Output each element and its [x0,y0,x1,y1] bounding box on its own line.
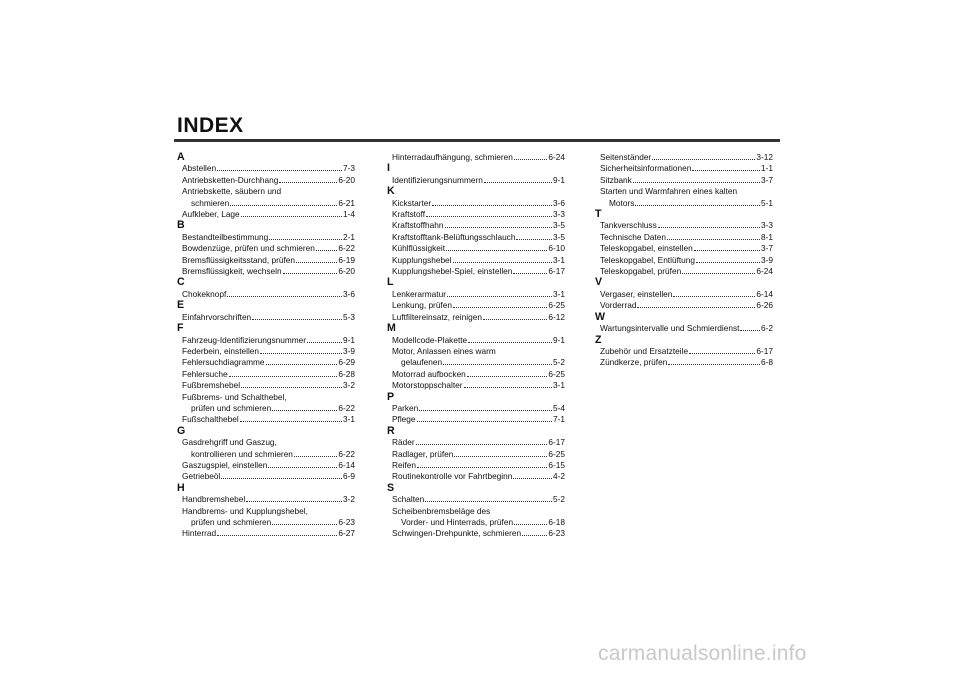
index-entry-text: Technische Daten [600,231,666,242]
index-entry-text: Bowdenzüge, prüfen und schmieren [182,243,315,254]
index-entry-text: Pflege [392,414,416,425]
index-letter-heading: K [387,185,395,198]
index-entry [385,289,565,300]
dot-leader [484,175,552,183]
index-entry [385,449,565,460]
index-entry [385,255,565,266]
index-entry-text: Vorderrad [600,300,637,311]
index-entry-text: Schalten [392,494,425,505]
index-entry [385,414,565,425]
index-entry-text: Handbremshebel [182,494,246,505]
index-entry-page: 3-1 [553,254,565,265]
index-entry-page: 6-17 [756,345,773,356]
dot-leader [689,346,755,354]
dot-leader [635,198,760,206]
dot-leader [468,335,552,343]
index-entry-text: Kraftstoff [392,209,426,220]
index-entry-text: Sitzbank [600,174,632,185]
index-entry [175,449,355,460]
index-entry [385,220,565,231]
index-entry-page: 6-14 [756,288,773,299]
index-entry [175,369,355,380]
index-entry-page: 5-2 [553,357,565,368]
index-entry-page: 3-7 [761,243,773,254]
dot-leader [240,414,342,422]
dot-leader [516,232,552,240]
index-entry [593,300,773,311]
index-entry-text: Fußbrems- und Schalthebel, [182,391,287,402]
dot-leader [445,220,552,228]
index-entry-text: gelaufenen [401,357,443,368]
dot-leader [316,243,338,251]
index-entry [593,255,773,266]
index-entry-text: Wartungsintervalle und Schmierdienst [600,323,740,334]
dot-leader [272,517,337,525]
index-entry-text: Fahrzeug-Identifizierungsnummer [182,334,307,345]
index-entry-text: Tankverschluss [600,220,657,231]
index-entry-page: 6-22 [338,448,355,459]
index-entry [175,209,355,220]
index-entry-page: 3-5 [553,220,565,231]
index-entry-text: Teleskopgabel, prüfen [600,266,682,277]
index-entry-page: 9-1 [343,334,355,345]
index-entry-text: kontrollieren und schmieren [191,448,293,459]
index-entry-text: Hinterradaufhängung, schmieren [392,152,513,162]
index-entry [385,471,565,482]
index-entry [175,266,355,277]
index-entry-text: Federbein, einstellen [182,345,260,356]
index-entry-page: 3-7 [761,174,773,185]
dot-leader [682,266,755,274]
index-entry-page: 6-18 [548,517,565,527]
index-letter-heading: C [177,276,185,289]
index-entry-page: 3-2 [343,494,355,505]
index-letter-heading: B [177,219,185,232]
index-entry-text: Lenkerarmatur [392,288,446,299]
index-entry-text: Starten und Warmfahren eines kalten [600,186,738,197]
dot-leader [221,471,342,479]
index-entry-page: 3-3 [761,220,773,231]
index-entry [593,323,773,334]
dot-leader [443,357,552,365]
index-entry-page: 6-24 [548,152,565,162]
index-entry-text: Modellcode-Plakette [392,334,468,345]
dot-leader [513,266,547,274]
index-entry [175,289,355,300]
index-entry-text: prüfen und schmieren [191,517,272,527]
index-entry [593,220,773,231]
index-entry-page: 3-1 [553,288,565,299]
dot-leader [419,403,552,411]
index-entry-page: 7-1 [553,414,565,425]
index-entry [175,346,355,357]
index-entry [593,357,773,368]
index-entry-page: 6-23 [338,517,355,527]
index-entry-page: 3-12 [756,152,773,162]
index-entry [385,403,565,414]
index-entry-text: Vorder- und Hinterrads, prüfen [401,517,514,527]
index-entry [385,152,565,163]
index-entry [175,403,355,414]
dot-leader [696,255,760,263]
index-entry-text: Routinekontrolle vor Fahrtbeginn [392,471,513,482]
index-entry-text: Aufkleber, Lage [182,209,240,220]
dot-leader [740,323,760,331]
index-entry-text: Bremsflüssigkeit, wechseln [182,266,282,277]
dot-leader [294,449,337,457]
index-entry-text: Einfahrvorschriften [182,311,252,322]
index-entry-page: 6-14 [338,459,355,470]
index-entry-text: Abstellen [182,163,217,174]
index-entry-text: Handbrems- und Kupplungshebel, [182,505,308,516]
dot-leader [296,255,337,263]
dot-leader [272,403,337,411]
index-entry-text: Getriebeöl [182,471,221,482]
dot-leader [483,312,547,320]
index-entry-page: 1-1 [761,163,773,174]
index-letter-heading: A [177,151,185,163]
index-entry-page: 3-1 [553,380,565,391]
index-entry [385,209,565,220]
index-entry [385,506,565,517]
index-letter-heading: V [595,276,603,289]
index-entry-text: Hinterrad [182,528,217,539]
index-entry [593,186,773,197]
index-entry [593,266,773,277]
index-entry-text: Seitenständer [600,152,652,162]
index-entry-text: schmieren [191,197,230,208]
index-entry-page: 5-1 [761,197,773,208]
dot-leader [667,232,760,240]
index-entry [385,460,565,471]
index-entry-page: 9-1 [553,174,565,185]
dot-leader [266,357,338,365]
index-entry [175,437,355,448]
index-entry [593,163,773,174]
index-entry-text: Radlager, prüfen [392,448,454,459]
index-entry [175,392,355,403]
dot-leader [447,289,552,297]
dot-leader [453,255,552,263]
index-entry-text: Chokeknopf [182,288,227,299]
index-entry-text: Bremsflüssigkeitsstand, prüfen [182,254,295,265]
dot-leader [446,243,547,251]
index-entry-text: Fußschalthebel [182,414,239,425]
index-entry [175,506,355,517]
index-entry [175,414,355,425]
index-entry-page: 6-25 [548,448,565,459]
dot-leader [269,232,342,240]
dot-leader [652,152,755,160]
index-entry-page: 6-8 [761,357,773,368]
index-entry-page: 6-27 [338,528,355,539]
index-entry-text: Zündkerze, prüfen [600,357,668,368]
index-entry [385,437,565,448]
index-entry [593,243,773,254]
index-entry [593,346,773,357]
index-letter-heading: G [177,424,186,437]
index-entry-page: 6-15 [548,459,565,470]
index-entry-page: 3-1 [343,414,355,425]
index-entry-page: 3-9 [761,254,773,265]
dot-leader [252,312,342,320]
dot-leader [260,346,342,354]
dot-leader [637,300,755,308]
index-entry [593,289,773,300]
index-entry-text: Motorstoppschalter [392,380,463,391]
index-entry-text: Kupplungshebel-Spiel, einstellen [392,266,513,277]
index-entry-text: Fußbremshebel [182,380,241,391]
index-entry [175,186,355,197]
index-entry-page: 3-5 [553,231,565,242]
index-entry-page: 6-19 [338,254,355,265]
index-entry-text: Antriebskette, säubern und [182,186,282,197]
index-entry [385,198,565,209]
dot-leader [217,528,337,536]
index-entry-page: 7-3 [343,163,355,174]
index-entry-text: Fehlersuchdiagramme [182,357,265,368]
index-entry-text: Identifizierungsnummern [392,174,483,185]
index-entry-page: 6-20 [338,174,355,185]
index-entry-text: Kupplungshebel [392,254,452,265]
index-entry [175,460,355,471]
dot-leader [694,243,760,251]
index-entry [593,175,773,186]
index-entry-page: 3-3 [553,209,565,220]
index-entry-page: 5-3 [343,311,355,322]
index-entry-page: 3-9 [343,345,355,356]
index-entry [593,232,773,243]
index-entry-page: 3-6 [553,197,565,208]
dot-leader [633,175,760,183]
index-entry-text: Kraftstofftank-Belüftungsschlauch [392,231,516,242]
index-entry [175,255,355,266]
index-entry [175,517,355,528]
index-entry [175,380,355,391]
index-entry [593,152,773,163]
index-entry-text: Fehlersuche [182,368,228,379]
index-entry-page: 9-1 [553,334,565,345]
index-entry-page: 6-17 [548,437,565,448]
index-column-3 [593,152,773,369]
index-entry-page: 6-10 [548,243,565,254]
index-entry [175,471,355,482]
index-entry-text: Antriebsketten-Durchhang [182,174,279,185]
index-entry [175,232,355,243]
dot-leader [467,369,548,377]
dot-leader [279,175,337,183]
index-entry-page: 6-21 [338,197,355,208]
index-entry [385,335,565,346]
index-entry [385,312,565,323]
index-entry-text: Gaszugspiel, einstellen [182,459,268,470]
index-entry-page: 6-29 [338,357,355,368]
dot-leader [425,494,552,502]
index-entry [175,494,355,505]
index-entry-page: 3-2 [343,380,355,391]
index-entry-page: 6-28 [338,368,355,379]
index-column-1 [175,152,355,540]
dot-leader [307,335,342,343]
dot-leader [513,471,552,479]
index-entry-page: 6-24 [756,266,773,277]
index-entry-text: Motors [609,197,635,208]
index-entry [385,369,565,380]
index-entry [385,243,565,254]
index-entry-text: Vergaser, einstellen [600,288,673,299]
watermark: carmanualsonline.info [598,642,807,665]
index-letter-heading: I [387,162,390,175]
index-entry-text: Zubehör und Ersatzteile [600,345,689,356]
index-entry-text: prüfen und schmieren [191,402,272,413]
index-letter-heading: P [387,390,395,403]
dot-leader [673,289,755,297]
index-entry-text: Räder [392,437,415,448]
index-letter-heading: T [595,208,602,221]
index-entry [385,346,565,357]
index-entry-text: Kickstarter [392,197,432,208]
dot-leader [416,437,548,445]
dot-leader [668,357,760,365]
index-entry-text: Lenkung, prüfen [392,300,452,311]
index-entry-page: 6-9 [343,471,355,482]
dot-leader [417,460,547,468]
index-entry-page: 1-4 [343,209,355,220]
index-letter-heading: F [177,322,184,335]
index-letter-heading: L [387,276,394,289]
index-entry [385,232,565,243]
index-letter-heading: R [387,424,395,437]
index-entry [385,175,565,186]
index-entry [175,312,355,323]
dot-leader [417,414,552,422]
index-letter-heading: S [387,481,395,494]
index-entry-text: Motorrad aufbocken [392,368,466,379]
index-entry [175,528,355,539]
index-letter-heading: W [595,310,605,323]
index-entry-page: 6-26 [756,300,773,311]
index-entry [175,198,355,209]
index-entry-text: Gasdrehgriff und Gaszug, [182,437,277,448]
index-entry-page: 2-1 [343,231,355,242]
index-entry [385,528,565,539]
dot-leader [453,300,547,308]
index-letter-heading: H [177,481,185,494]
index-entry-page: 6-20 [338,266,355,277]
index-entry-page: 6-23 [548,528,565,539]
index-entry-text: Kraftstoffhahn [392,220,444,231]
index-entry-page: 6-12 [548,311,565,322]
dot-leader [229,369,338,377]
index-entry [593,198,773,209]
index-entry-page: 6-22 [338,243,355,254]
dot-leader [514,517,547,525]
dot-leader [241,380,342,388]
index-entry-text: Sicherheitsinformationen [600,163,692,174]
index-entry-page: 6-2 [761,323,773,334]
index-entry [175,357,355,368]
index-entry-text: Scheibenbremsbeläge des [392,505,491,516]
index-entry-page: 6-22 [338,402,355,413]
index-entry-page: 6-25 [548,368,565,379]
dot-leader [514,152,548,160]
dot-leader [283,266,338,274]
index-entry-text: Kühlflüssigkeit [392,243,446,254]
index-entry-page: 6-17 [548,266,565,277]
index-letter-heading: E [177,299,185,312]
index-letter-heading: M [387,322,396,335]
dot-leader [227,289,342,297]
index-entry [385,494,565,505]
index-entry [175,175,355,186]
index-entry-text: Teleskopgabel, Entlüftung [600,254,696,265]
index-entry-page: 6-25 [548,300,565,311]
index-entry [175,335,355,346]
index-entry-text: Bestandteilbestimmung [182,231,269,242]
dot-leader [426,209,552,217]
index-entry [385,266,565,277]
index-entry-text: Luftfiltereinsatz, reinigen [392,311,482,322]
index-entry [385,300,565,311]
index-entry [175,163,355,174]
dot-leader [454,449,547,457]
dot-leader [246,494,342,502]
index-entry-page: 5-2 [553,494,565,505]
index-entry [385,380,565,391]
index-entry-text: Teleskopgabel, einstellen [600,243,693,254]
index-entry-text: Schwingen-Drehpunkte, schmieren [392,528,522,539]
page-title: INDEX [177,114,244,137]
index-entry-text: Motor, Anlassen eines warm [392,345,496,356]
dot-leader [268,460,337,468]
title-rule [174,139,780,142]
index-column-2 [385,152,565,540]
dot-leader [658,220,760,228]
dot-leader [522,528,547,536]
index-entry-text: Reifen [392,459,416,470]
index-entry [385,357,565,368]
dot-leader [241,209,342,217]
index-entry [175,243,355,254]
index-entry-page: 5-4 [553,402,565,413]
index-letter-heading: Z [595,333,602,346]
index-entry-page: 4-2 [553,471,565,482]
index-entry-page: 8-1 [761,231,773,242]
dot-leader [217,163,342,171]
dot-leader [230,198,337,206]
index-entry-page: 3-6 [343,288,355,299]
dot-leader [432,198,552,206]
dot-leader [464,380,552,388]
index-entry-text: Parken [392,402,419,413]
index-entry [385,517,565,528]
dot-leader [692,163,760,171]
